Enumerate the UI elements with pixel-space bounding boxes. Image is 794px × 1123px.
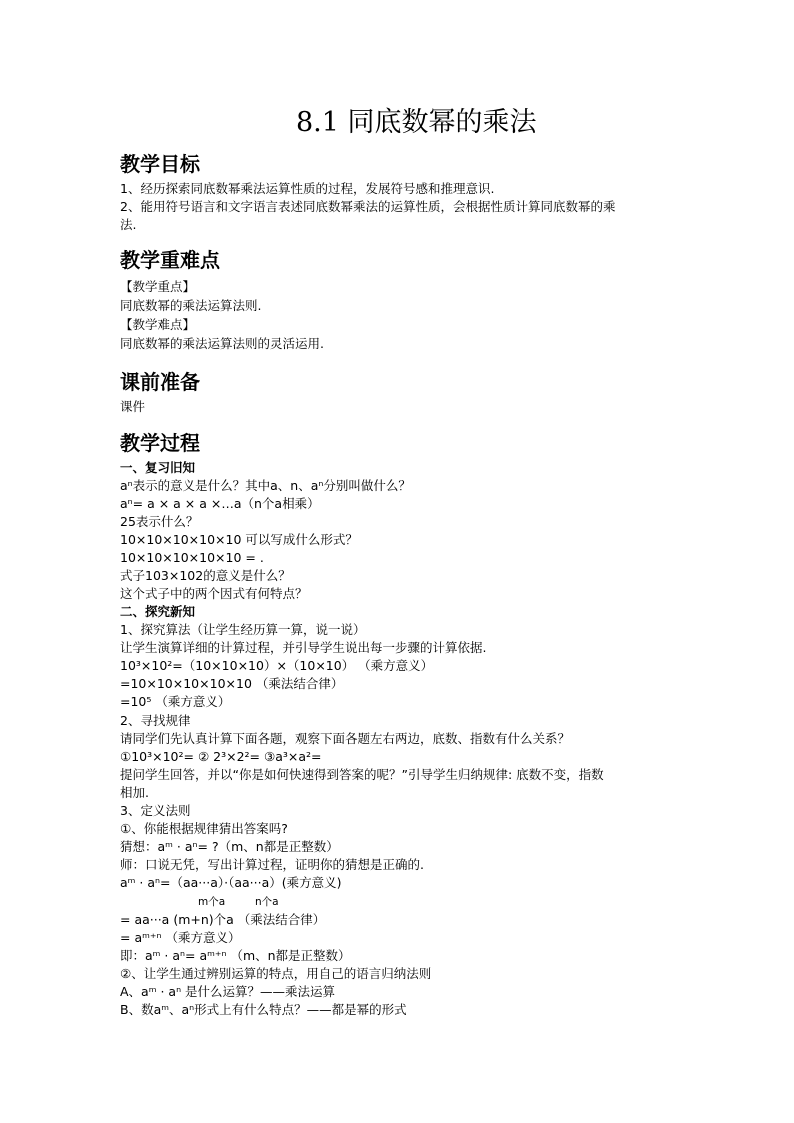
review-line-1: aⁿ表示的意义是什么？其中a、n、aⁿ分别叫做什么？: [120, 478, 411, 493]
explore-line-1: 1、探究算法（让学生经历算一算，说一说）: [120, 622, 366, 637]
explore-line-2: 让学生演算详细的计算过程，并引导学生说出每一步骤的计算依据.: [120, 640, 487, 655]
explore-line-6: 2、寻找规律: [120, 713, 191, 728]
explore-line-14: 师：口说无凭，写出计算过程，证明你的猜想是正确的.: [120, 857, 424, 872]
heading-teaching-goals: 教学目标: [120, 152, 200, 176]
review-line-7: 这个式子中的两个因式有何特点？: [120, 586, 308, 601]
difficulty-text: 同底数幂的乘法运算法则的灵活运用.: [120, 336, 324, 351]
explore-line-11: 3、定义法则: [120, 803, 191, 818]
explore-line-20: A、aᵐ · aⁿ 是什么运算？——乘法运算: [120, 984, 336, 999]
preparation-text: 课件: [120, 399, 146, 414]
explore-line-21: B、数aᵐ、aⁿ形式上有什么特点？——都是幂的形式: [120, 1002, 407, 1017]
explore-line-8: ①10³×10²= ② 2³×2²= ③a³×a²=: [120, 749, 322, 764]
goal-2: 2、能用符号语言和文字语言表述同底数幂乘法的运算性质，会根据性质计算同底数幂的乘: [120, 199, 616, 214]
review-line-6: 式子103×102的意义是什么？: [120, 568, 291, 583]
explore-line-12: ①、你能根据规律猜出答案吗?: [120, 821, 288, 836]
review-line-3: 25表示什么？: [120, 514, 199, 529]
explore-line-13: 猜想：aᵐ · aⁿ= ?（m、n都是正整数）: [120, 839, 339, 854]
underbrace-label-n: n个a: [255, 896, 279, 908]
page-title: 8.1 同底数幂的乘法: [296, 107, 537, 138]
goal-2-cont: 法.: [120, 217, 137, 232]
difficulty-label: 【教学难点】: [120, 317, 196, 332]
underbrace-label-m: m个a: [198, 896, 226, 908]
key-text: 同底数幂的乘法运算法则.: [120, 298, 262, 313]
explore-line-7: 请同学们先认真计算下面各题，观察下面各题左右两边，底数、指数有什么关系？: [120, 731, 571, 746]
heading-key-points: 教学重难点: [120, 248, 220, 272]
explore-line-10: 相加.: [120, 785, 149, 800]
explore-line-9: 提问学生回答，并以“你是如何快速得到答案的呢？”引导学生归纳规律: 底数不变，指数: [120, 767, 604, 782]
review-line-4: 10×10×10×10×10 可以写成什么形式？: [120, 532, 358, 547]
review-line-2: aⁿ= a × a × a ×…a（n个a相乘）: [120, 496, 320, 511]
explore-line-4: =10×10×10×10×10 （乘法结合律）: [120, 676, 344, 691]
explore-line-16: = aa···a (m+n)个a （乘法结合律）: [120, 912, 326, 927]
section-review: 一、复习旧知: [120, 460, 196, 475]
section-explore: 二、探究新知: [120, 604, 196, 619]
heading-process: 教学过程: [120, 431, 200, 455]
heading-preparation: 课前准备: [120, 370, 200, 394]
explore-line-3: 10³×10²=（10×10×10）×（10×10） （乘方意义）: [120, 658, 434, 673]
review-line-5: 10×10×10×10×10 = .: [120, 550, 264, 565]
explore-line-15: aᵐ · aⁿ=（aa···a）·（aa···a）(乘方意义): [120, 875, 342, 890]
explore-line-5: =10⁵ （乘方意义）: [120, 694, 231, 709]
goal-1: 1、经历探索同底数幂乘法运算性质的过程，发展符号感和推理意识.: [120, 181, 495, 196]
key-label: 【教学重点】: [120, 279, 196, 294]
explore-line-17: = aᵐ⁺ⁿ （乘方意义）: [120, 930, 241, 945]
explore-line-19: ②、让学生通过辨别运算的特点，用自己的语言归纳法则: [120, 966, 432, 981]
explore-line-18: 即：aᵐ · aⁿ= aᵐ⁺ⁿ （m、n都是正整数）: [120, 948, 351, 963]
